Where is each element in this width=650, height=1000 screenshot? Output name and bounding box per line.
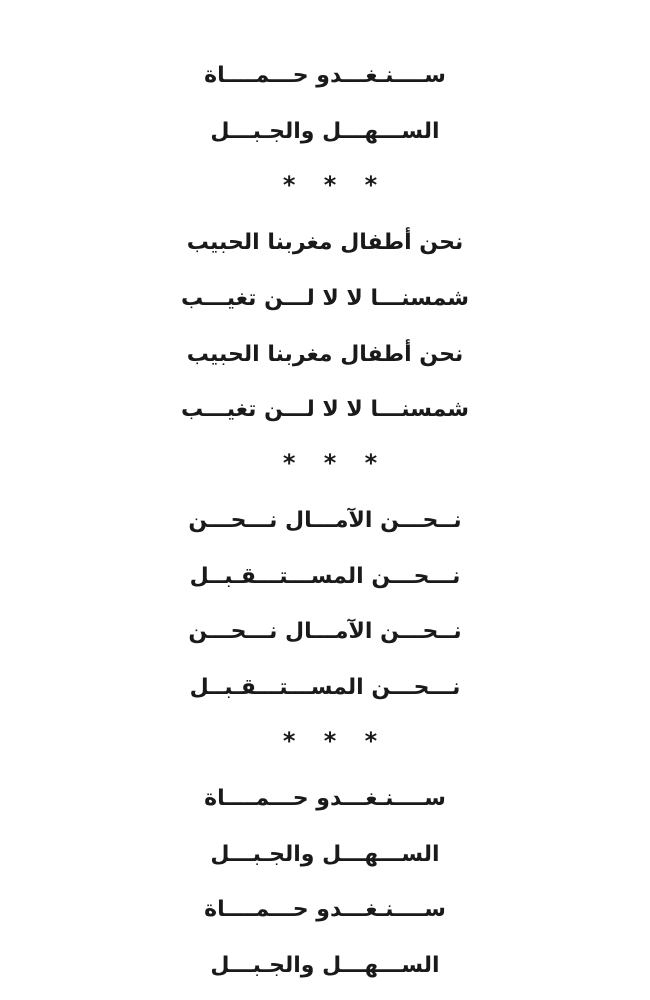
poem-line: نحن أطفال مغربنا الحبيب — [186, 230, 464, 255]
stanza-divider: * * * — [282, 727, 388, 755]
poem-line: نـــحـــن المســـتـــقـبــل — [189, 564, 461, 589]
stanza-divider: * * * — [282, 171, 388, 199]
stanza-divider: * * * — [282, 449, 388, 477]
poem-line: شمسنـــا لا لا لـــن تغيـــب — [180, 286, 470, 311]
poem-line: الســـهـــل والجـبـــل — [210, 119, 440, 144]
poem-line: ســــنـغـــدو حـــمــــاة — [204, 897, 446, 922]
poem-line: نـــحـــن المســـتـــقـبــل — [189, 675, 461, 700]
poem-line: شمسنـــا لا لا لـــن تغيـــب — [180, 397, 470, 422]
poem-line: ســــنـغـــدو حـــمــــاة — [204, 63, 446, 88]
poem-line: نــحـــن الآمـــال نـــحـــن — [188, 619, 462, 644]
poem-line: ســــنـغـــدو حـــمــــاة — [204, 786, 446, 811]
poem-line: الســـهـــل والجـبـــل — [210, 842, 440, 867]
poem-line: نــحـــن الآمـــال نـــحـــن — [188, 508, 462, 533]
poem-line: الســـهـــل والجـبـــل — [210, 953, 440, 978]
poem-line: نحن أطفال مغربنا الحبيب — [186, 342, 464, 367]
